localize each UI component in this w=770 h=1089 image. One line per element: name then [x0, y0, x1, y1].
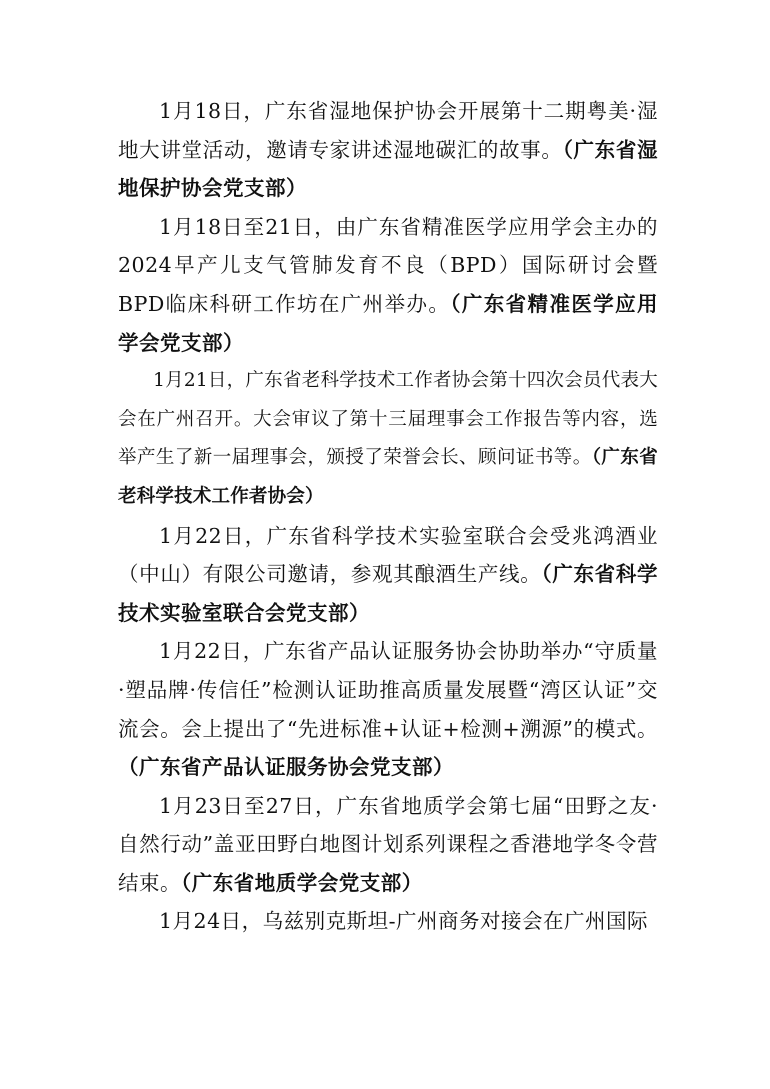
entry-text: 1月18日，广东省湿地保护协会开展第十二期粤美·湿地大讲堂活动，邀请专家讲述湿地碳汇的故事。 — [118, 99, 658, 162]
entry-source: （广东省湿地保护协会党支部） — [118, 137, 659, 201]
news-entry — [118, 632, 658, 786]
entry-source: （广东省产品认证服务协会党支部） — [118, 755, 454, 780]
entry-text: 1月23日至27日，广东省地质学会第七届“田野之友·自然行动”盖亚田野白地图计划系列课程之香港地学冬令营结束。 — [118, 793, 658, 895]
entry-text: 1月22日，广东省产品认证服务协会协助举办“守质量·塑品牌·传信任”检测认证助推高质量发展暨“湾区认证”交流会。会上提出了“先进标准+认证+检测+溯源”的模式。 — [118, 639, 658, 741]
news-entry — [118, 208, 658, 362]
news-entry — [118, 362, 658, 516]
news-entry — [118, 92, 658, 208]
news-entry — [118, 902, 658, 941]
entry-text: 1月18日至21日，由广东省精准医学应用学会主办的2024早产儿支气管肺发育不良（BPD）国际研讨会暨BPD临床科研工作坊在广州举办。 — [118, 214, 658, 316]
document-page — [118, 92, 658, 941]
entry-text: 1月24日，乌兹别克斯坦-广州商务对接会在广州国际 — [159, 909, 649, 934]
news-entry — [118, 517, 658, 633]
entry-source: （广东省老科学技术工作者协会） — [118, 447, 658, 507]
entry-source: （广东省科学技术实验室联合会党支部） — [118, 562, 659, 625]
entry-source: （广东省地质学会党支部） — [181, 870, 423, 895]
news-entry — [118, 787, 658, 903]
entry-source: （广东省精准医学应用学会党支部） — [118, 291, 659, 355]
entry-text: 1月22日，广东省科学技术实验室联合会受兆鸿酒业（中山）有限公司邀请，参观其酿酒生产线。 — [118, 523, 658, 587]
entry-text: 1月21日，广东省老科学技术工作者协会第十四次会员代表大会在广州召开。大会审议了第十三届理事会工作报告等内容，选举产生了新一届理事会，颁授了荣誉会长、顾问证书等。 — [118, 370, 658, 469]
